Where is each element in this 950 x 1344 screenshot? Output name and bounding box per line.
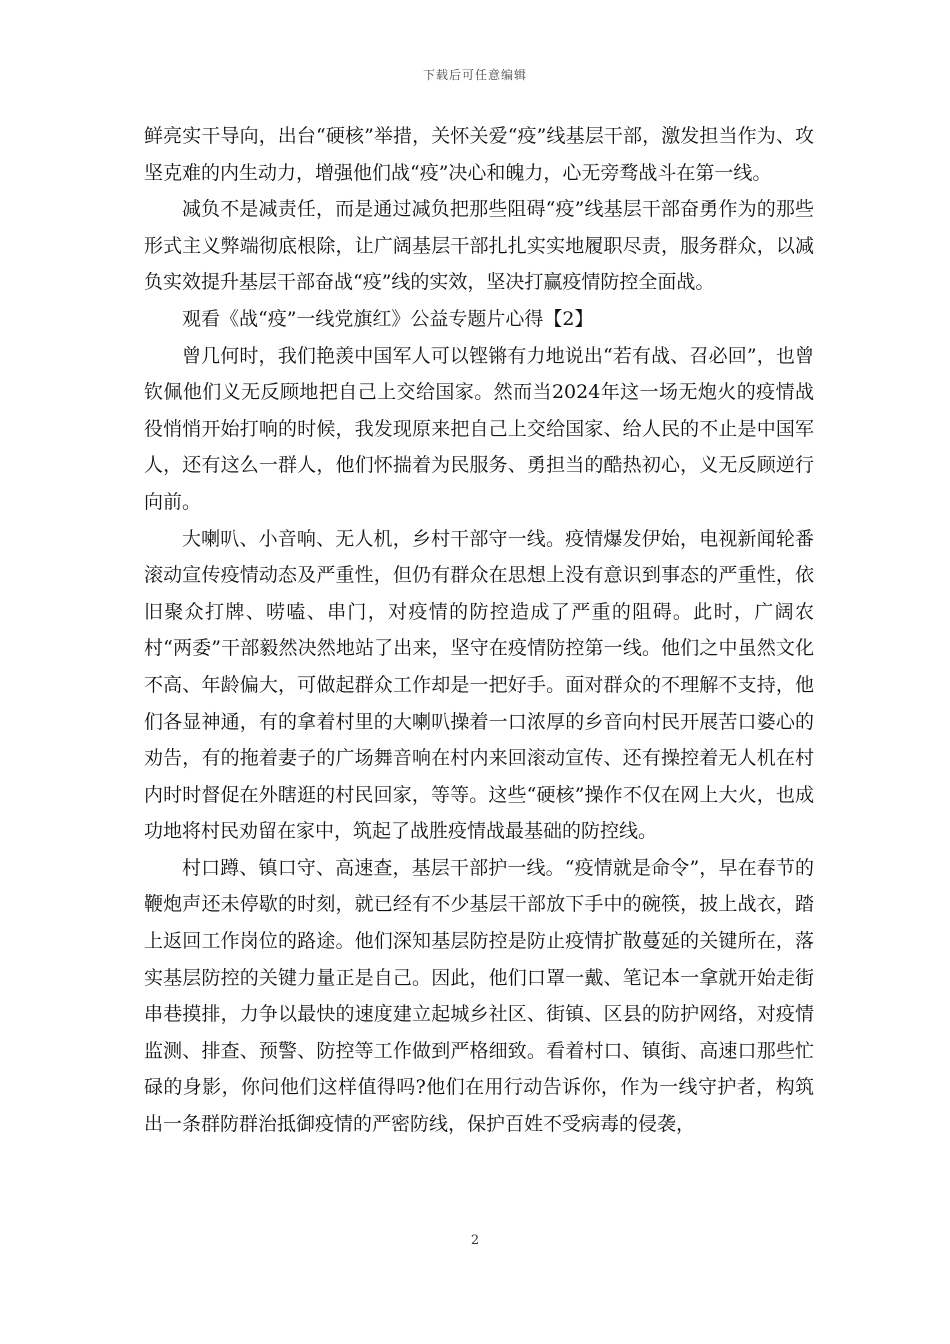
paragraph-3: 曾几何时，我们艳羡中国军人可以铿锵有力地说出“若有战、召必回”，也曾钦佩他们义无反顾地把自己上交给国家。然而当2024年这一场无炮火的疫情战役悄悄开始打响的时候，我发现原来把自己上交给国家、给人民的不止是中国军人，还有这么一群人，他们怀揣着为民服务、勇担当的酷热初心，义无反顾逆行向前。 [144, 344, 814, 513]
paragraph-1: 鲜亮实干导向，出台“硬核”举措，关怀关爱“疫”线基层干部，激发担当作为、攻坚克难的内生动力，增强他们战“疫”决心和魄力，心无旁骛战斗在第一线。 [144, 125, 814, 184]
page-number: 2 [470, 1233, 480, 1248]
section-heading: 观看《战“疫”一线党旗红》公益专题片心得【2】 [182, 307, 594, 330]
paragraph-5: 村口蹲、镇口守、高速查，基层干部护一线。“疫情就是命令”，早在春节的鞭炮声还未停歇的时刻，就已经有不少基层干部放下手中的碗筷，披上战衣，踏上返回工作岗位的路途。他们深知基层防控是防止疫情扩散蔓延的关键所在，落实基层防控的关键力量正是自己。因此，他们口罩一戴、笔记本一拿就开始走街串巷摸排，力争以最快的速度建立起城乡社区、街镇、区县的防护网络，对疫情监测、排查、预警、防控等工作做到严格细致。看着村口、镇街、高速口那些忙碌的身影，你问他们这样值得吗?他们在用行动告诉你，作为一线守护者，构筑出一条群防群治抵御疫情的严密防线，保护百姓不受病毒的侵袭， [144, 856, 814, 1136]
paragraph-4: 大喇叭、小音响、无人机，乡村干部守一线。疫情爆发伊始，电视新闻轮番滚动宣传疫情动态及严重性，但仍有群众在思想上没有意识到事态的严重性，依旧聚众打牌、唠嗑、串门，对疫情的防控造成了严重的阻碍。此时，广阔农村“两委”干部毅然决然地站了出来，坚守在疫情防控第一线。他们之中虽然文化不高、年龄偏大，可做起群众工作却是一把好手。面对群众的不理解不支持，他们各显神通，有的拿着村里的大喇叭操着一口浓厚的乡音向村民开展苦口婆心的劝告，有的拖着妻子的广场舞音响在村内来回滚动宣传、还有操控着无人机在村内时时督促在外瞎逛的村民回家，等等。这些“硬核”操作不仅在网上大火，也成功地将村民劝留在家中，筑起了战胜疫情战最基础的防控线。 [144, 527, 814, 843]
page-header-note: 下载后可任意编辑 [422, 68, 527, 82]
document-body [144, 118, 814, 1143]
paragraph-2: 减负不是减责任，而是通过减负把那些阻碍“疫”线基层干部奋勇作为的那些形式主义弊端彻底根除，让广阔基层干部扎扎实实地履职尽责，服务群众，以减负实效提升基层干部奋战“疫”线的实效，坚决打赢疫情防控全面战。 [144, 198, 814, 294]
